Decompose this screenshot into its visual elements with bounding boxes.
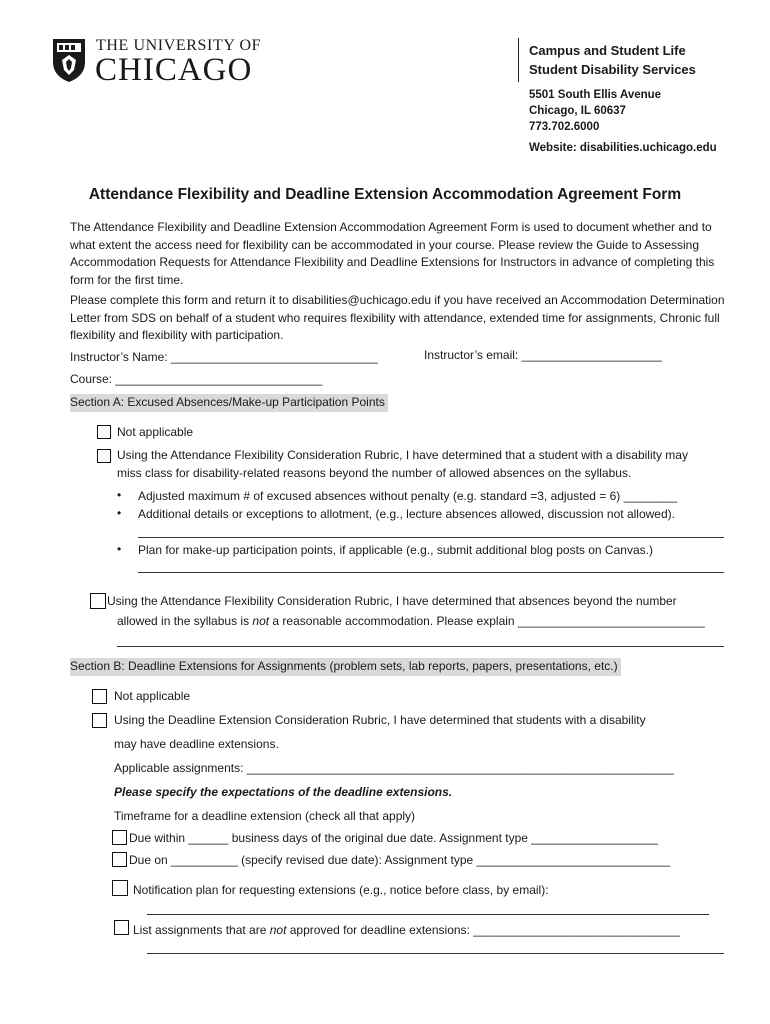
expectations-heading: Please specify the expectations of the deadline extensions. — [114, 785, 453, 799]
instructor-email-field[interactable]: Instructor’s email: _____________________ — [424, 348, 662, 362]
section-a-heading: Section A: Excused Absences/Make-up Participation Points — [70, 394, 388, 412]
bullet-icon: • — [117, 488, 122, 502]
due-within-label[interactable]: Due within ______ business days of the original due date. Assignment type ___________________ — [129, 831, 659, 845]
form-title: Attendance Flexibility and Deadline Extension Accommodation Agreement Form — [88, 186, 682, 203]
bullet-icon: • — [117, 542, 122, 556]
section-a-option2-text-line1: Using the Attendance Flexibility Consideration Rubric, I have determined that absences beyond the number — [107, 594, 677, 608]
applicable-assignments-field[interactable]: Applicable assignments: ________________________________________________________________ — [114, 761, 674, 775]
instructions-paragraph: Please complete this form and return it to disabilities@uchicago.edu if you have received an Accommodation Determination Letter from SDS on behalf of a student who requires flexibility with attendance, extended time for assignments, Chronic full flexibility and flexibility with participation. — [70, 293, 725, 342]
header-divider — [518, 38, 519, 82]
notification-plan-answer-line[interactable] — [147, 914, 709, 915]
section-a-bullet1[interactable]: Adjusted maximum # of excused absences without penalty (e.g. standard =3, adjusted = 6) ________ — [138, 489, 678, 503]
section-b-option1-text-line2: may have deadline extensions. — [114, 737, 279, 751]
section-b-heading: Section B: Deadline Extensions for Assignments (problem sets, lab reports, papers, presentations, etc.) — [70, 658, 621, 676]
timeframe-label: Timeframe for a deadline extension (check all that apply) — [114, 809, 416, 823]
notification-plan-label: Notification plan for requesting extensions (e.g., notice before class, by email): — [133, 883, 549, 897]
due-on-checkbox[interactable] — [112, 852, 127, 867]
office-name: Student Disability Services — [529, 62, 696, 77]
section-a-not-applicable-checkbox[interactable] — [97, 425, 111, 439]
due-on-label[interactable]: Due on __________ (specify revised due date): Assignment type _____________________________ — [129, 853, 671, 867]
notification-plan-checkbox[interactable] — [112, 880, 128, 896]
bullet-icon: • — [117, 506, 122, 520]
section-b-not-applicable-label: Not applicable — [114, 689, 191, 703]
section-b-option1-text-line1: Using the Deadline Extension Consideration Rubric, I have determined that students with a disability — [114, 713, 646, 727]
section-a-explain-answer-line[interactable] — [117, 646, 724, 647]
section-b-option1-checkbox[interactable] — [92, 713, 107, 728]
section-a-option2-text-line2[interactable]: allowed in the syllabus is not a reasonable accommodation. Please explain ____________________________ — [117, 614, 705, 628]
section-a-bullet3: Plan for make-up participation points, if applicable (e.g., submit additional blog posts on Canvas.) — [138, 543, 653, 557]
intro-paragraph: The Attendance Flexibility and Deadline Extension Accommodation Agreement Form is used to document whether and to what extent the access need for flexibility can be accommodated in your course. Please review the Guide to Assessing Accommodation Requests for Attendance Flexibility and Deadline Extensions for Instructors in advance of completing this form for the first time. — [70, 220, 715, 287]
instructor-name-field[interactable]: Instructor’s Name: _______________________________ — [70, 350, 378, 364]
section-b-not-applicable-checkbox[interactable] — [92, 689, 107, 704]
list-assignments-checkbox[interactable] — [114, 920, 129, 935]
course-field[interactable]: Course: _______________________________ — [70, 372, 323, 386]
address-street: 5501 South Ellis Avenue — [529, 89, 662, 101]
address-city: Chicago, IL 60637 — [529, 105, 626, 117]
section-a-option1-text-line2: miss class for disability-related reasons beyond the number of allowed absences on the syllabus. — [117, 466, 632, 480]
section-a-option1-checkbox[interactable] — [97, 449, 111, 463]
website-link[interactable]: Website: disabilities.uchicago.edu — [529, 142, 717, 154]
section-a-not-applicable-label: Not applicable — [117, 425, 194, 439]
university-name-line2: CHICAGO — [95, 52, 253, 88]
due-within-checkbox[interactable] — [112, 830, 127, 845]
section-a-bullet3-answer-line[interactable] — [138, 572, 724, 573]
section-a-option2-checkbox[interactable] — [90, 593, 106, 609]
university-seal-logo — [50, 36, 88, 84]
list-assignments-answer-line[interactable] — [147, 953, 724, 954]
department-name: Campus and Student Life — [529, 43, 686, 58]
university-name-line1: THE UNIVERSITY OF — [96, 37, 262, 54]
section-a-option1-text-line1: Using the Attendance Flexibility Consideration Rubric, I have determined that a student with a disability may — [117, 448, 688, 462]
section-a-bullet2: Additional details or exceptions to allotment, (e.g., lecture absences allowed, discussion not allowed). — [138, 507, 675, 521]
phone-number: 773.702.6000 — [529, 121, 600, 133]
list-assignments-label[interactable]: List assignments that are not approved for deadline extensions: _______________________________ — [133, 923, 681, 937]
section-a-bullet2-answer-line[interactable] — [138, 537, 724, 538]
